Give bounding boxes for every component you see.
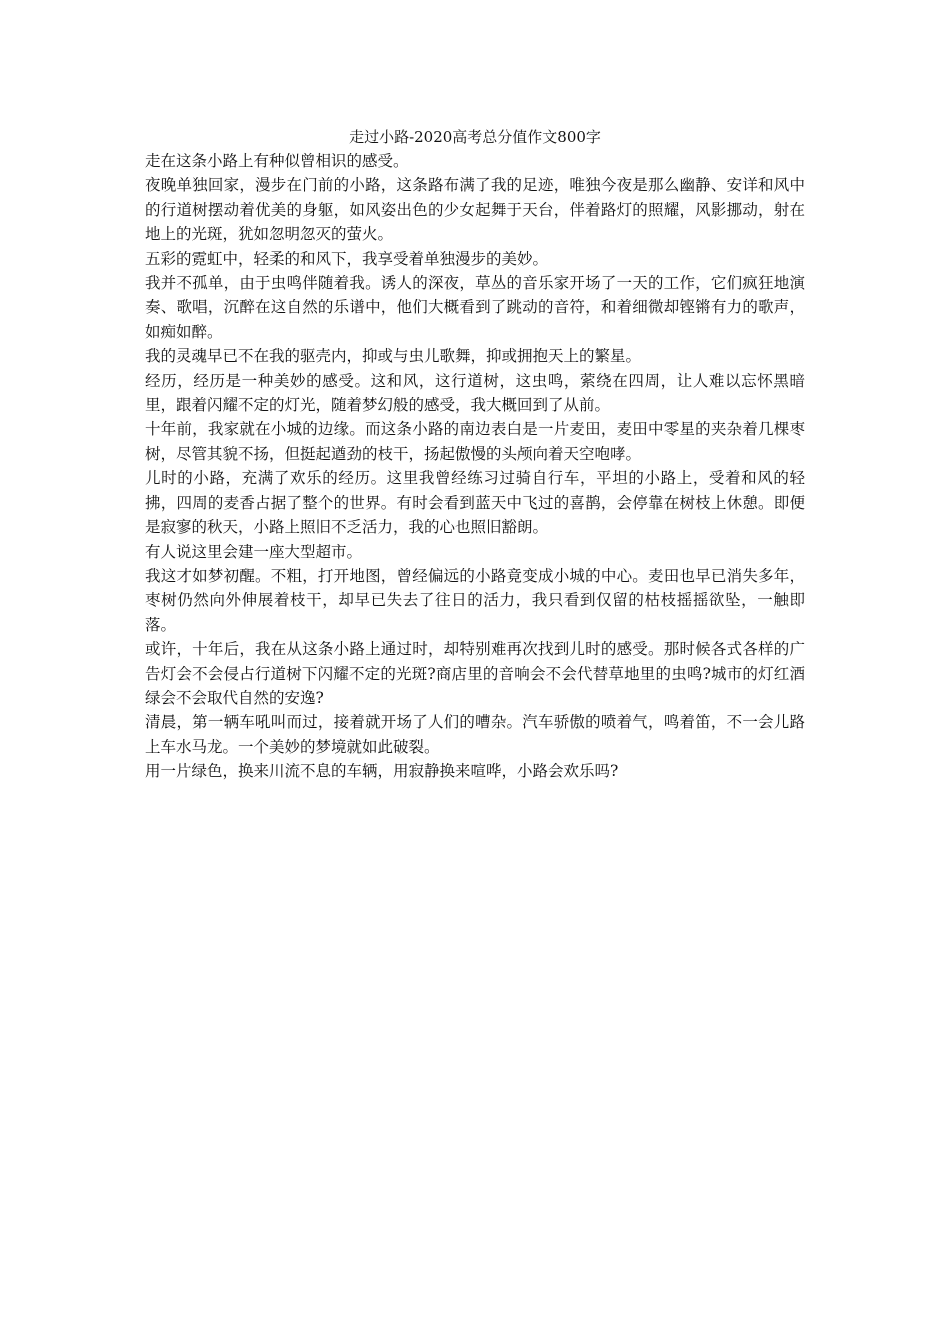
- paragraph: 我并不孤单，由于虫鸣伴随着我。诱人的深夜，草丛的音乐家开场了一天的工作，它们疯狂地演奏、歌唱，沉醉在这自然的乐谱中，他们大概看到了跳动的音符，和着细微却铿锵有力的歌声，如痴如醉。: [145, 274, 805, 341]
- paragraph: 五彩的霓虹中，轻柔的和风下，我享受着单独漫步的美妙。: [145, 249, 549, 268]
- paragraph: 夜晚单独回家，漫步在门前的小路，这条路布满了我的足迹，唯独今夜是那么幽静、安详和风中的行道树摆动着优美的身躯，如风姿出色的少女起舞于天台，伴着路灯的照耀，风影挪动，射在地上的光斑，犹如忽明忽灭的萤火。: [145, 176, 805, 244]
- paragraph: 或许，十年后，我在从这条小路上通过时，却特别难再次找到儿时的感受。那时候各式各样的广告灯会不会侵占行道树下闪耀不定的光斑?商店里的音响会不会代替草地里的虫鸣?城市的灯红酒绿会不会取代自然的安逸?: [145, 640, 805, 707]
- paragraph: 有人说这里会建一座大型超市。: [145, 542, 363, 561]
- paragraph: 我的灵魂早已不在我的驱壳内，抑或与虫儿歌舞，抑或拥抱天上的繁星。: [145, 347, 642, 366]
- paragraph: 我这才如梦初醒。不粗，打开地图，曾经偏远的小路竟变成小城的中心。麦田也早已消失多年，枣树仍然向外伸展着枝干，却早已失去了往日的活力，我只看到仅留的枯枝摇摇欲坠，一触即落。: [145, 566, 805, 634]
- paragraph: 十年前，我家就在小城的边缘。而这条小路的南边表白是一片麦田，麦田中零星的夹杂着几棵枣树，尽管其貌不扬，但挺起遒劲的枝干，扬起傲慢的头颅向着天空咆哮。: [145, 420, 805, 463]
- paragraph: 用一片绿色，换来川流不息的车辆，用寂静换来喧哗，小路会欢乐吗?: [145, 762, 619, 781]
- paragraph: 儿时的小路，充满了欢乐的经历。这里我曾经练习过骑自行车，平坦的小路上，受着和风的轻拂，四周的麦香占据了整个的世界。有时会看到蓝天中飞过的喜鹊，会停靠在树枝上休憩。即便是寂寥的秋天，小路上照旧不乏活力，我的心也照旧豁朗。: [145, 469, 805, 537]
- paragraph: 经历，经历是一种美妙的感受。这和风，这行道树，这虫鸣，萦绕在四周，让人难以忘怀黑暗里，跟着闪耀不定的灯光，随着梦幻般的感受，我大概回到了从前。: [145, 371, 805, 415]
- paragraph: 清晨，第一辆车吼叫而过，接着就开场了人们的嘈杂。汽车骄傲的喷着气，鸣着笛，不一会儿路上车水马龙。一个美妙的梦境就如此破裂。: [145, 713, 805, 756]
- document-body: [145, 149, 805, 784]
- document-title: 走过小路-2020高考总分值作文800字: [349, 128, 601, 146]
- paragraph: 走在这条小路上有种似曾相识的感受。: [145, 152, 409, 170]
